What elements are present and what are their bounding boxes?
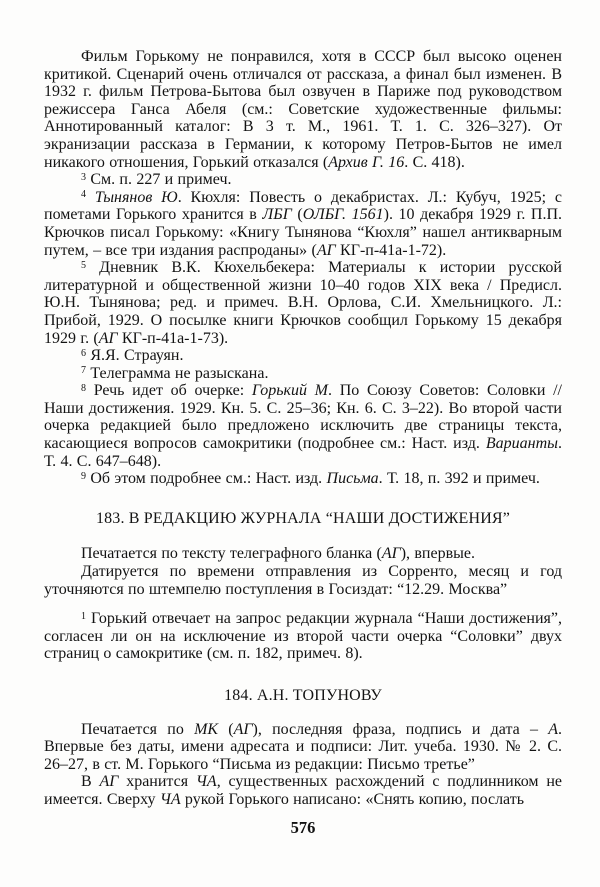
section-184-heading: 184. А.Н. ТОПУНОВУ (224, 687, 382, 704)
footnote-6: $^6$ Я.Я. Страуян. (81, 347, 184, 365)
footnote-3: $^3$ См. п. 227 и примеч. (81, 171, 232, 189)
pub-note-184-archive: В АГ хранится ЧА, существенных расхождений с подлинником не имеется. Сверху ЧА рукой Горького написано: «Снять копию, послать (44, 773, 563, 808)
pub-note-183-dating: Датируется по времени отправления из Сорренто, месяц и год уточняются по штемпелю поступления в Госиздат: “12.29. Москва” (44, 563, 562, 598)
footnote-4: $^4$ Тынянов Ю. Кюхля: Повесть о декабристах. Л.: Кубуч, 1925; с пометами Горького хранится в ЛБГ (ОЛБГ. 1561). 10 декабря 1929 г. П.П. Крючков писал Горькому: «Книгу Тынянова “Кюхля” нашел антикварным путем, – все три издания распроданы» (АГ КГ-п-41а-1-72). (44, 188, 563, 259)
section-183-heading: 183. В РЕДАКЦИЮ ЖУРНАЛА “НАШИ ДОСТИЖЕНИЯ” (95, 509, 510, 527)
page-number: 576 (290, 817, 316, 837)
footnote-183-1: $^1$ Горький отвечает на запрос редакции журнала “Наши достижения”, согласен ли он на исключение из второй части очерка “Соловки” двух страниц о самокритике (см. п. 182, примеч. 8). (44, 610, 562, 663)
footnote-7: $^7$ Телеграмма не разыскана. (81, 364, 269, 382)
footnotes-block-prev-letter (44, 48, 562, 488)
pub-note-184-source: Печатается по МК (АГ), последняя фраза, подпись и дата – А. Впервые без даты, имени адресата и подписи: Лит. учеба. 1930. № 2. С. 26–27, в ст. М. Горького “Письма из редакции: Письмо третье” (44, 720, 563, 773)
footnote-9: $^9$ Об этом подробнее см.: Наст. изд. Письма. Т. 18, п. 392 и примеч. (81, 470, 540, 488)
footnote-2-continuation: Фильм Горькому не понравился, хотя в СССР был высоко оценен критикой. Сценарий очень отличался от рассказа, а финал был изменен. В 1932 г. фильм Петрова-Бытова был озвучен в Париже под руководством режиссера Ганса Абеля (см.: Советские художественные фильмы: Аннотированный каталог: В 3 т. М., 1961. Т. 1. С. 326–327). От экранизации рассказа в Германии, к которому Петров-Бытов не имел никакого отношения, Горький отказался (Архив Г. 16. С. 418). (44, 48, 562, 171)
footnote-8: $^8$ Речь идет об очерке: Горький М. По Союзу Советов: Соловки // Наши достижения. 1929. Кн. 5. С. 25–36; Кн. 6. С. 3–22). Во второй части очерка редакцией было предложено исключить две страницы текста, касающиеся вопросов самокритики (подробнее см.: Наст. изд. Варианты. Т. 4. С. 647–648). (44, 382, 563, 470)
section-184 (44, 687, 562, 809)
footnote-5: $^5$ Дневник В.К. Кюхельбекера: Материалы к истории русской литературной и общественной жизни 10–40 годов XIX века / Предисл. Ю.Н. Тынянова; ред. и примеч. В.Н. Орлова, С.И. Хмельницкого. Л.: Прибой, 1929. О посылке книги Крючков сообщил Горькому 15 декабря 1929 г. (АГ КГ-п-41а-1-73). (44, 259, 562, 347)
pub-note-183-source: Печатается по тексту телеграфного бланка (АГ), впервые. (81, 545, 475, 563)
section-183 (44, 510, 562, 663)
